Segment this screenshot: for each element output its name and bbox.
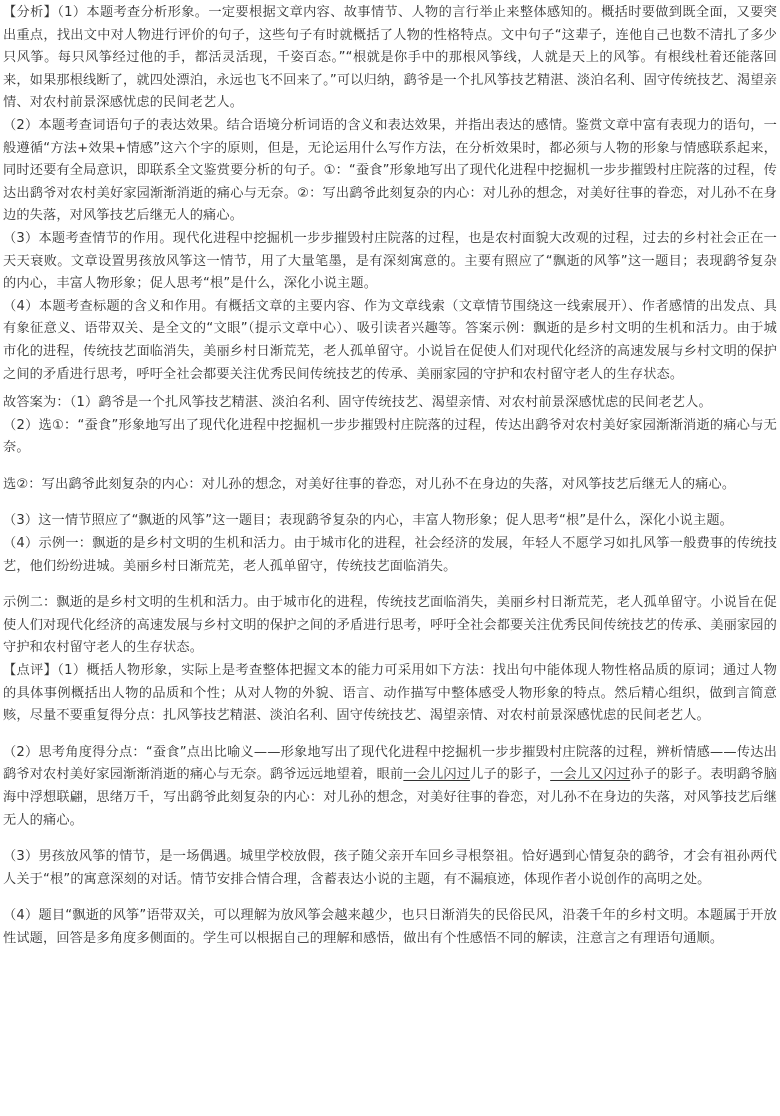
comment-2-text-b: 儿子的影子， bbox=[470, 767, 551, 783]
analysis-paragraph-1: 【分析】（1）本题考查分析形象。一定要根据文章内容、故事情节、人物的言行举止来整体感知的。概括时要做到既全面，又要突出重点，找出文中对人物进行评价的句子，这些句子有时就概括了人物的性格特点。文中句子“这辈子，连他自己也数不清扎了多少只风筝。每只风筝经过他的手，都活灵活现，千姿百态。”“根就是你手中的那根风筝线，人就是天上的风筝。有根线杜着还能落回来，如果那根线断了，就四处漂泊，永远也飞不回来了。”可以归纳，鹞爷是一个扎风筝技艺精湛、淡泊名利、固守传统技艺、渴望亲情、对农村前景深感忧虑的民间老艺人。 bbox=[3, 5, 777, 111]
comment-paragraph-1: 【点评】（1）概括人物形象，实际上是考查整体把握文本的能力可采用如下方法：找出句中能体现人物性格品质的原词；通过人物的具体事例概括出人物的品质和个性；从对人物的外貌、语言、动作描写中整体感受人物形象的特点。然后精心组织，做到言简意赅，尽量不要重复得分点：扎风筝技艺精湛、淡泊名利、固守传统技艺、渴望亲情、对农村前景深感忧虑的民间老艺人。 bbox=[3, 663, 777, 724]
answer-paragraph-3: （3）这一情节照应了“飘逝的风筝”这一题目；表现鹞爷复杂的内心，丰富人物形象；促人思考“根”是什么，深化小说主题。 bbox=[3, 513, 734, 529]
answer-paragraph-4b: 示例二：飘逝的是乡村文明的生机和活力。由于城市化的进程，传统技艺面临消失，美丽乡村日渐荒芜，老人孤单留守。小说旨在促使人们对现代化经济的高速发展与乡村文明的保护之间的矛盾进行思考，呼吁全社会都要关注优秀民间传统技艺的传承、美丽家园的守护和农村留守老人的生存状态。 bbox=[3, 595, 777, 656]
comment-2-underline-2: 一会儿又闪过 bbox=[550, 767, 631, 783]
comment-2-text-a: （2）思考角度得分点：“蚕食”点出比喻义——形象地写出了现代化进程中挖掘机一步步摧毁村庄院落的过程，辨析情感——传达出鹞爷对农村美好家园渐渐消逝的痛心与无奈。鹞爷远远地望着，眼前 bbox=[3, 744, 777, 783]
comment-2-underline-1: 一会儿闪过 bbox=[403, 767, 471, 783]
comment-paragraph-4: （4）题目“飘逝的风筝”语带双关，可以理解为放风筝会越来越少，也只日渐消失的民俗民风，沿袭千年的乡村文明。本题属于开放性试题，回答是多角度多侧面的。学生可以根据自己的理解和感悟，做出有个性感悟不同的解读，注意言之有理语句通顺。 bbox=[3, 908, 777, 946]
answer-paragraph-1: 故答案为：（1）鹞爷是一个扎风筝技艺精湛、淡泊名利、固守传统技艺、渴望亲情、对农村前景深感忧虑的民间老艺人。 bbox=[3, 395, 712, 411]
analysis-paragraph-3: （3）本题考查情节的作用。现代化进程中挖掘机一步步摧毁村庄院落的过程，也是农村面貌大改观的过程，过去的乡村社会正在一天天衰败。文章设置男孩放风筝这一情节，用了大量笔墨，是有深刻寓意的。主要有照应了“飘逝的风筝”这一题目；表现鹞爷复杂的内心，丰富人物形象；促人思考“根”是什么，深化小说主题。 bbox=[3, 230, 777, 292]
comment-2-text-c: 孙子的影子。表明鹞爷脑海中浮想联翩，思绪万千，写出鹞爷此刻复杂的内心：对儿孙的想念，对美好往事的眷恋，对儿孙不在身边的失落，对风筝技艺后继无人的痛心。 bbox=[3, 767, 778, 828]
answer-paragraph-2: （2）选①：“蚕食”形象地写出了现代化进程中挖掘机一步步摧毁村庄院落的过程，传达出鹞爷对农村美好家园渐渐消逝的痛心与无奈。 bbox=[3, 417, 777, 456]
answer-paragraph-2b: 选②：写出鹞爷此刻复杂的内心：对儿孙的想念，对美好往事的眷恋，对儿孙不在身边的失落，对风筝技艺后继无人的痛心。 bbox=[3, 476, 736, 492]
comment-paragraph-3: （3）男孩放风筝的情节，是一场偶遇。城里学校放假，孩子随父亲开车回乡寻根祭祖。恰好遇到心情复杂的鹞爷，才会有祖孙两代人关于“根”的寓意深刻的对话。情节安排合情合理，含蓄表达小说的主题，有不漏痕迹，体现作者小说创作的高明之处。 bbox=[3, 849, 777, 887]
comment-paragraph-2 bbox=[3, 742, 777, 832]
analysis-paragraph-4: （4）本题考查标题的含义和作用。有概括文章的主要内容、作为文章线索（文章情节围绕这一线索展开）、作者感情的出发点、具有象征意义、语带双关、是全文的“文眼”（提示文章中心）、吸引读者兴趣等。答案示例：飘逝的是乡村文明的生机和活力。由于城市化的进程，传统技艺面临消失，美丽乡村日渐荒芜，老人孤单留守。小说旨在促使人们对现代化经济的高速发展与乡村文明的保护之间的矛盾进行思考，呼吁全社会都要关注优秀民间传统技艺的传承、美丽家园的守护和农村留守老人的生存状态。 bbox=[3, 298, 777, 382]
analysis-paragraph-2: （2）本题考查词语句子的表达效果。结合语境分析词语的含义和表达效果，并指出表达的感情。鉴赏文章中富有表现力的语句，一般遵循“方法+效果+情感”这六个字的原则，但是，无论运用什么写作方法，在分析效果时，都必须与人物的形象与情感联系起来，同时还要有全局意识，即联系全文鉴赏要分析的句子。①：“蚕食”形象地写出了现代化进程中挖掘机一步步摧毁村庄院落的过程，传达出鹞爷对农村美好家园渐渐消逝的痛心与无奈。②：写出鹞爷此刻复杂的内心：对儿孙的想念，对美好往事的眷恋，对儿孙不在身边的失落，对风筝技艺后继无人的痛心。 bbox=[3, 117, 777, 224]
answer-paragraph-4: （4）示例一：飘逝的是乡村文明的生机和活力。由于城市化的进程，社会经济的发展，年轻人不愿学习如扎风筝一般费事的传统技艺，他们纷纷进城。美丽乡村日渐荒芜，老人孤单留守，传统技艺面临消失。 bbox=[3, 536, 777, 574]
